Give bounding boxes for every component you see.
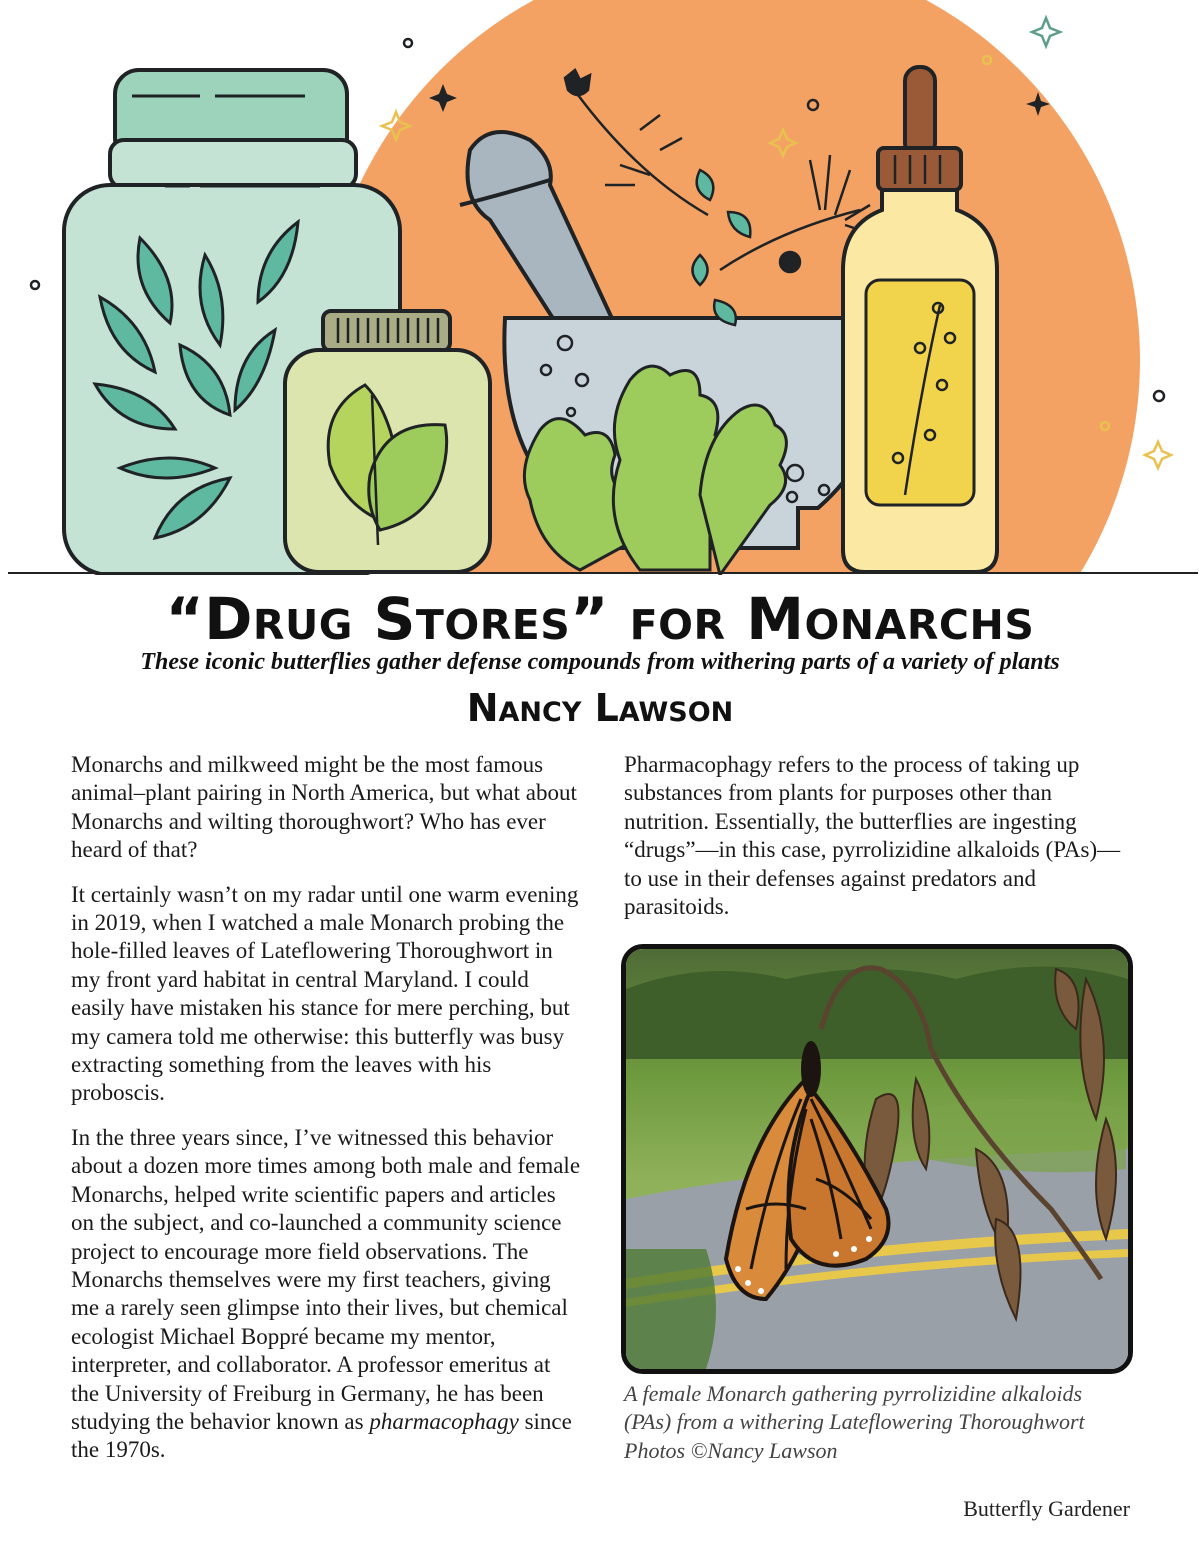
caption-line: A female Monarch gathering pyrrolizidine alkaloids: [624, 1381, 1083, 1406]
caption-line: (PAs) from a withering Lateflowering Thoroughwort: [624, 1409, 1085, 1435]
header-illustration: [0, 0, 1200, 575]
header-divider: [8, 572, 1198, 574]
paragraph: Monarchs and milkweed might be the most famous animal–plant pairing in North America, but what about Monarchs and wilting thoroughwort? Who has ever heard of that?: [71, 752, 577, 863]
photo-credit: Photos ©Nancy Lawson: [624, 1437, 838, 1463]
emphasized-term: pharmacophagy: [369, 1408, 519, 1434]
paragraph: Pharmacophagy refers to the process of taking up substances from plants for purposes other than nutrition. Essentially, the butterflies are ingesting “drugs”—in this case, pyrrolizidine alkaloids (PAs)—to use in their defenses against predators and parasitoids.: [624, 752, 1121, 920]
photo-caption: [624, 1380, 1144, 1465]
paragraph: [71, 1124, 583, 1465]
sparkle-icon: [1032, 18, 1060, 46]
paragraph-text: In the three years since, I’ve witnessed this behavior about a dozen more times among both male and female Monarchs, helped write scientific papers and articles on the subject, and co-launched a community science project to encourage more field observations. The Monarchs themselves were my first teachers, giving me a rarely seen glimpse into their lives, but chemical ecologist Michael Boppré became my mentor, interpreter, and collaborator. A professor emeritus at the University of Freiburg in Germany, he has been studying the behavior known as: [71, 1124, 581, 1434]
article-title: “Drug Stores” for Monarchs: [165, 585, 1035, 653]
paragraph: It certainly wasn’t on my radar until one warm evening in 2019, when I watched a male Monarch probing the hole-filled leaves of Lateflowering Thoroughwort in my front yard habitat in central Maryland. I could easily have mistaken his stance for mere perching, but my camera told me otherwise: this butterfly was busy extracting something from the leaves with his proboscis.: [71, 881, 579, 1106]
left-column: [71, 751, 583, 1481]
monarch-butterfly-icon: [626, 949, 1128, 1369]
article-author: Nancy Lawson: [466, 686, 734, 730]
publication-footer: Butterfly Gardener: [963, 1496, 1130, 1521]
right-column: [624, 751, 1134, 937]
monarch-photo: [621, 944, 1133, 1374]
article-subtitle: These iconic butterflies gather defense compounds from withering parts of a variety of plants: [140, 649, 1060, 675]
paragraph-text: since the 1970s.: [71, 1408, 572, 1463]
leaf-jar-icon: [285, 311, 490, 572]
